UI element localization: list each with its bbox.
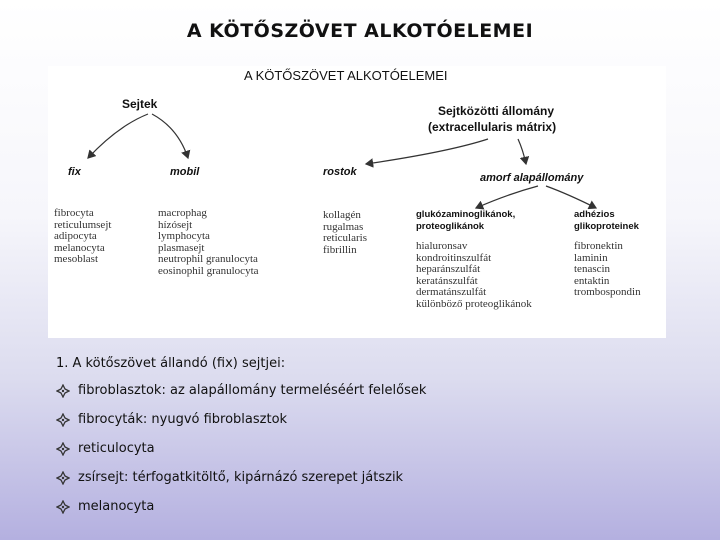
rostok-label: rostok <box>323 166 357 178</box>
list-item: dermatánszulfát <box>416 286 487 299</box>
rostok-list <box>323 210 367 256</box>
list-item: plasmasejt <box>158 241 205 254</box>
mobil-cell-list <box>158 208 259 278</box>
list-item <box>56 492 696 521</box>
list-item-text: zsírsejt: térfogatkitöltő, kipárnázó szerepet játszik <box>78 470 404 485</box>
list-item: kollagén <box>323 209 361 221</box>
fix-cell-list <box>54 208 111 266</box>
list-item <box>56 405 696 434</box>
arrow-sejtek-mobil <box>152 114 188 158</box>
extracellular-matrix-header: (extracellularis mátrix) <box>428 120 557 134</box>
mobil-label: mobil <box>170 166 200 178</box>
list-item: rugalmas <box>323 220 364 233</box>
gag-header-line1: glukózaminoglikánok, <box>416 209 516 220</box>
slide-title: A KÖTŐSZÖVET ALKOTÓELEMEI <box>186 20 534 42</box>
arrow-matrix-amorf <box>518 139 526 164</box>
list-item: entaktin <box>574 274 610 287</box>
gag-header-line2: proteoglikánok <box>416 221 485 232</box>
list-item <box>56 434 696 463</box>
arrow-sejtek-fix <box>88 114 148 158</box>
list-item: mesoblast <box>54 253 98 266</box>
list-item: macrophag <box>158 207 207 219</box>
list-item-text: reticulocyta <box>78 441 155 456</box>
adh-header-line2: glikoproteinek <box>574 221 639 232</box>
list-item: kondroitinszulfát <box>416 251 492 264</box>
list-item: eosinophil granulocyta <box>158 264 259 277</box>
glycosaminoglycan-list <box>416 209 532 311</box>
list-item: trombospondin <box>574 286 641 299</box>
list-item: melanocyta <box>54 241 105 254</box>
list-item: fibrillin <box>323 243 357 256</box>
list-item <box>56 463 696 492</box>
list-item: hialuronsav <box>416 240 468 252</box>
sejtkozotti-header: Sejtközötti állomány <box>438 104 555 118</box>
sejtek-header: Sejtek <box>122 97 158 111</box>
list-item-text: fibroblasztok: az alapállomány termeléséért felelősek <box>78 383 427 398</box>
list-item: fibrocyta <box>54 207 94 219</box>
list-item: reticulumsejt <box>54 218 112 231</box>
list-item: laminin <box>574 251 608 264</box>
arrow-amorf-adh <box>546 186 596 208</box>
diagram-title: A KÖTŐSZÖVET ALKOTÓELEMEI <box>244 68 448 83</box>
arrow-matrix-rostok <box>366 139 488 164</box>
cell-list-section <box>56 352 696 521</box>
diamond-bullet-icon <box>56 500 70 514</box>
diamond-bullet-icon <box>56 384 70 398</box>
list-item: lymphocyta <box>158 230 210 243</box>
arrow-amorf-gag <box>476 186 538 208</box>
list-item: különböző proteoglikánok <box>416 297 532 310</box>
list-item: fibronektin <box>574 240 623 252</box>
list-intro: 1. A kötőszövet állandó (fix) sejtjei: <box>56 356 286 371</box>
list-item: adipocyta <box>54 230 97 243</box>
list-item: tenascin <box>574 263 611 276</box>
adhesion-glycoprotein-list <box>574 209 641 299</box>
list-item: keratánszulfát <box>416 274 478 287</box>
diagram-image <box>48 66 666 338</box>
diamond-bullet-icon <box>56 442 70 456</box>
list-item: hízósejt <box>158 218 193 231</box>
list-item: reticularis <box>323 232 367 245</box>
amorf-label: amorf alapállomány <box>480 172 584 184</box>
list-item: heparánszulfát <box>416 263 481 276</box>
adh-header-line1: adhézios <box>574 209 615 220</box>
diamond-bullet-icon <box>56 413 70 427</box>
list-item-text: melanocyta <box>78 499 155 514</box>
list-item <box>56 376 696 405</box>
list-item-text: fibrocyták: nyugvó fibroblasztok <box>78 412 288 427</box>
fix-label: fix <box>68 166 81 178</box>
diamond-bullet-icon <box>56 471 70 485</box>
list-item: neutrophil granulocyta <box>158 253 258 266</box>
